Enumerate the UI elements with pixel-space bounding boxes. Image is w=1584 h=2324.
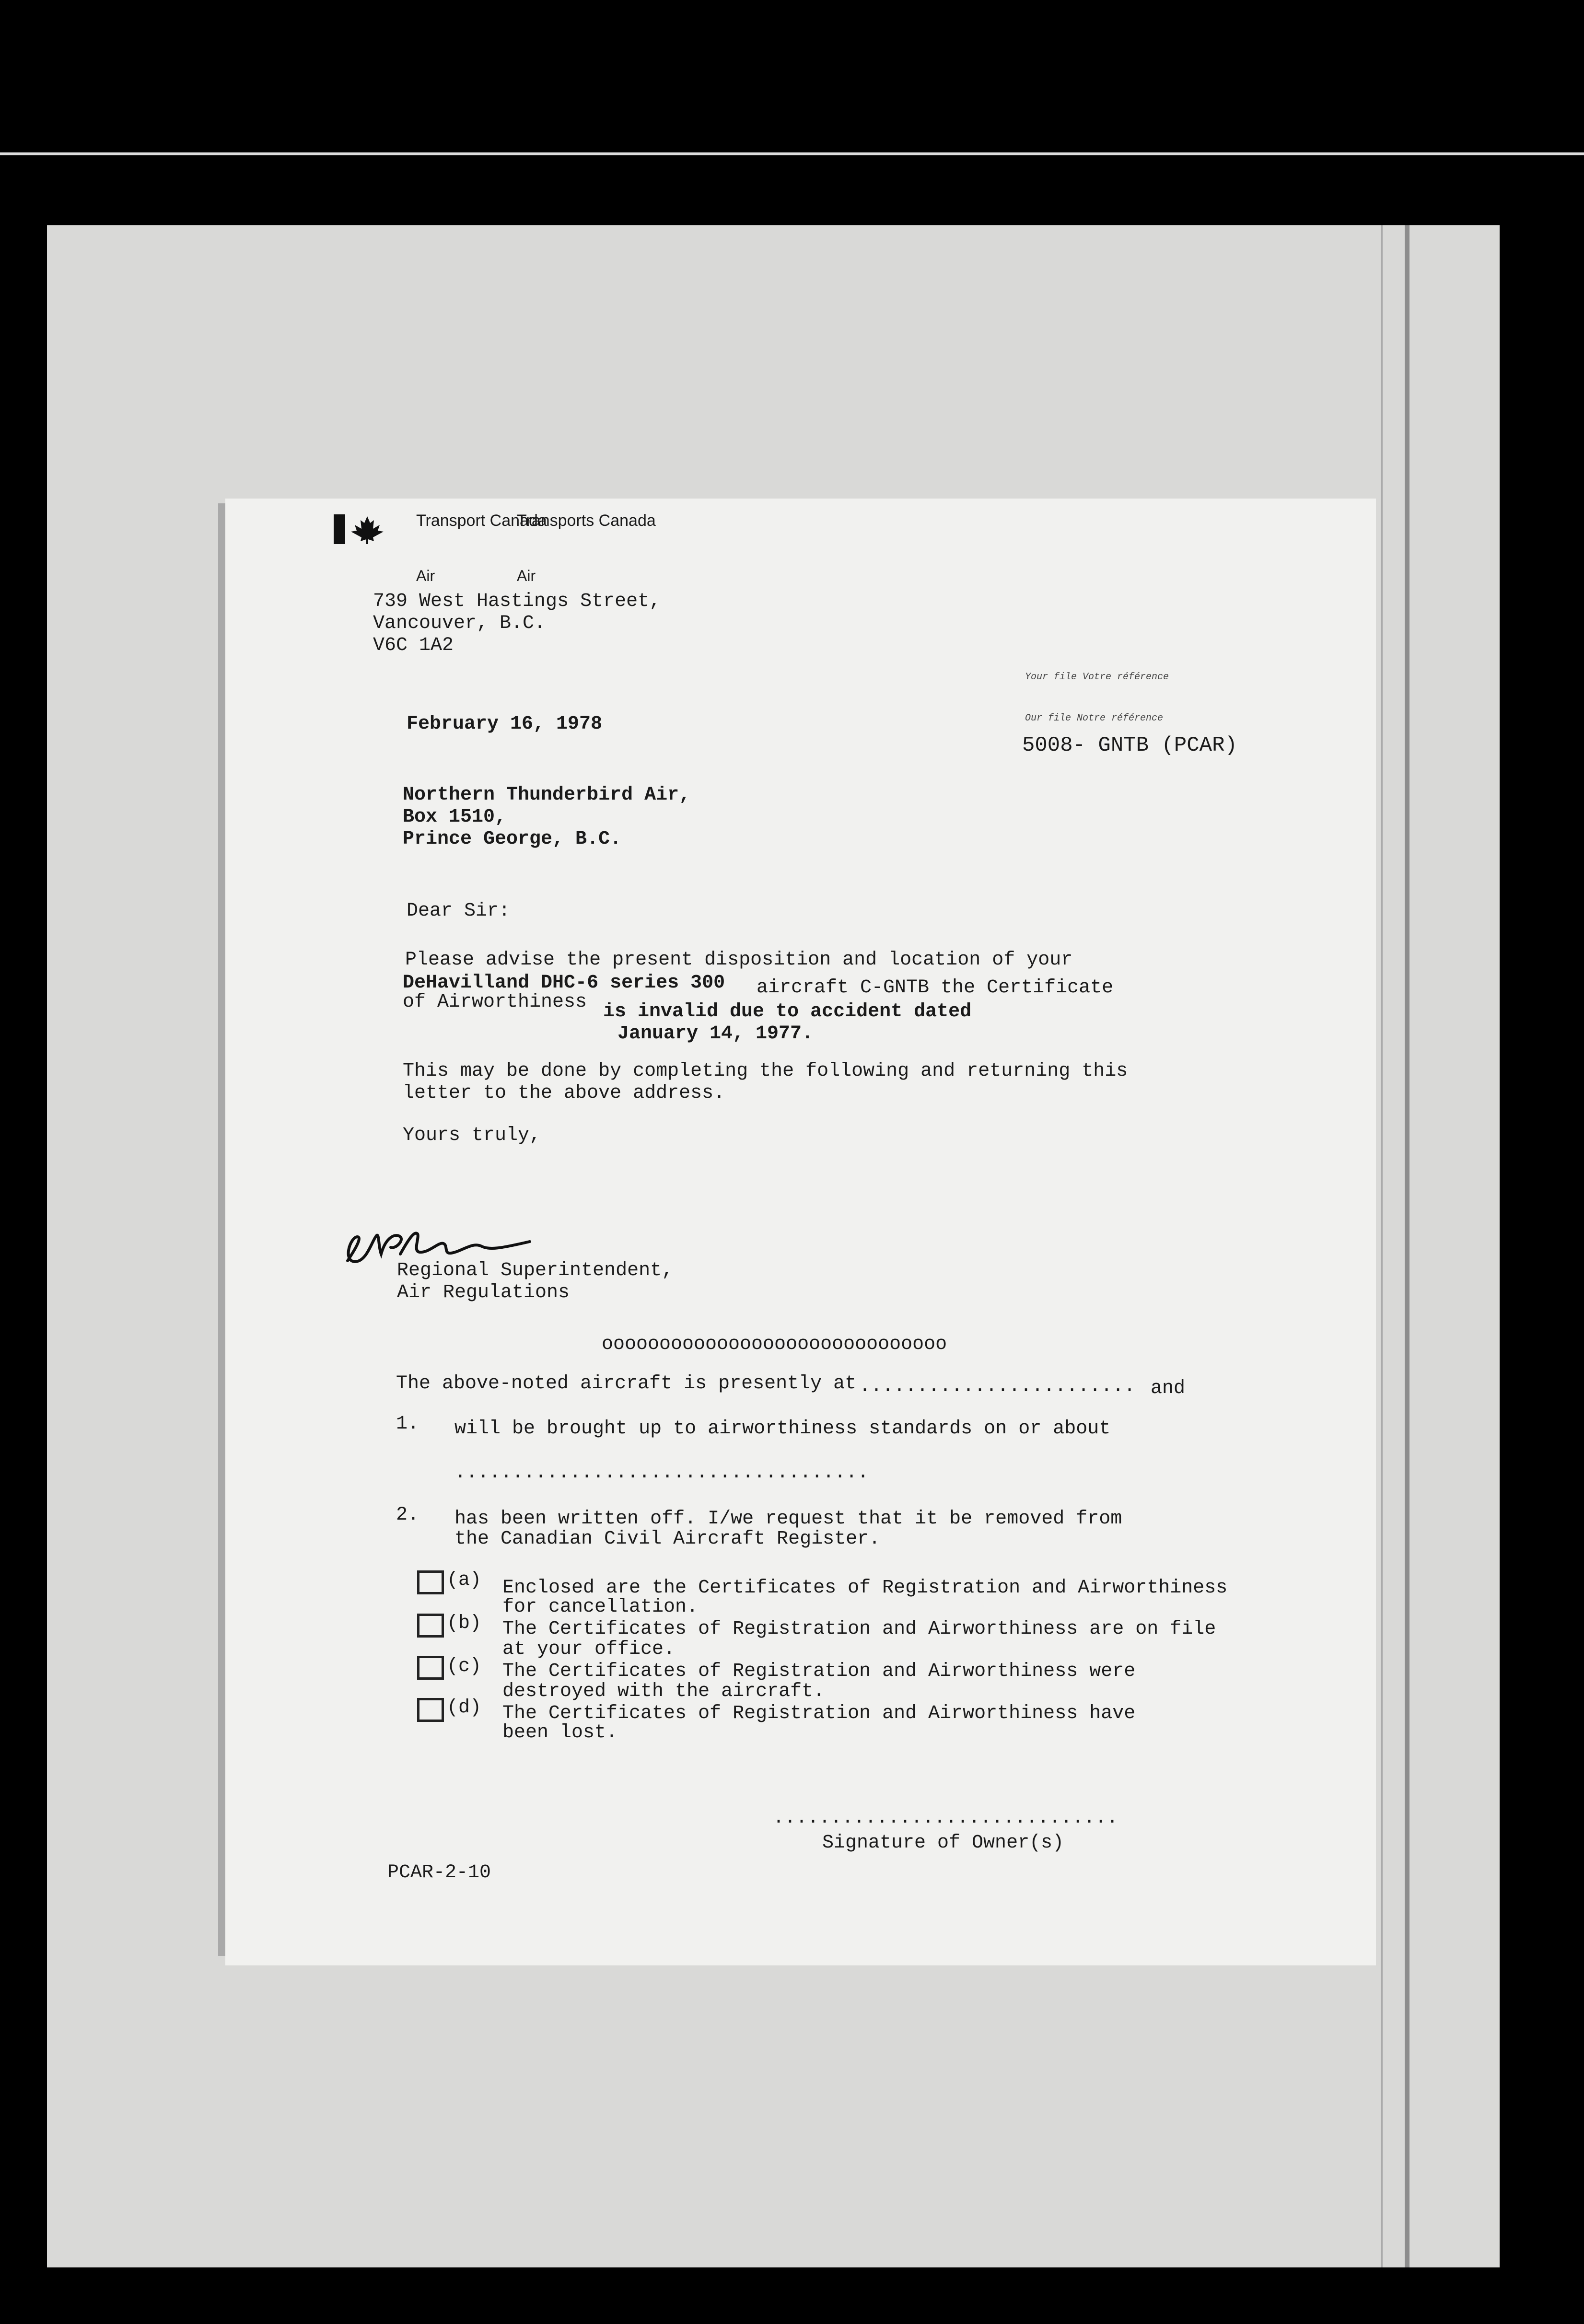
address-city: Vancouver, B.C. xyxy=(373,613,546,634)
option-c-checkbox[interactable] xyxy=(417,1656,444,1680)
letter-sheet xyxy=(225,499,1376,1965)
address-street: 739 West Hastings Street, xyxy=(373,591,661,612)
signer-title: Regional Superintendent, xyxy=(397,1260,674,1281)
owner-signature-blank[interactable]: .............................. xyxy=(773,1807,1118,1829)
backing-fold-line xyxy=(1381,225,1383,2267)
option-text: The Certificates of Registration and Airworthiness have xyxy=(502,1703,1136,1724)
closing: Yours truly, xyxy=(403,1125,541,1146)
item1-text: will be brought up to airworthiness standards on or about xyxy=(454,1418,1111,1440)
body-text: This may be done by completing the following and returning this xyxy=(403,1060,1128,1082)
address-postal: V6C 1A2 xyxy=(373,635,454,656)
dept-fr: Transports Canada xyxy=(517,511,656,530)
option-text: been lost. xyxy=(502,1722,618,1743)
item2-text: has been written off. I/we request that it be removed from xyxy=(454,1508,1122,1530)
option-d-checkbox[interactable] xyxy=(417,1698,444,1722)
your-file-label: Your file Votre référence xyxy=(1025,672,1169,683)
option-text: destroyed with the aircraft. xyxy=(502,1681,825,1702)
item-number: 1. xyxy=(396,1413,419,1435)
canada-flag-icon xyxy=(334,514,386,544)
date-blank[interactable]: .................................... xyxy=(454,1462,869,1484)
option-b-checkbox[interactable] xyxy=(417,1614,444,1638)
aircraft-registration: aircraft C-GNTB the Certificate xyxy=(757,977,1114,999)
owner-signature-label: Signature of Owner(s) xyxy=(822,1832,1064,1854)
body-text: of Airworthiness xyxy=(403,991,587,1013)
option-text: for cancellation. xyxy=(502,1596,699,1618)
item2-text: the Canadian Civil Aircraft Register. xyxy=(454,1528,881,1550)
option-label: (b) xyxy=(447,1613,482,1634)
separator-line: oooooooooooooooooooooooooooooo xyxy=(602,1334,947,1355)
dept-en: Transport Canada xyxy=(416,511,547,530)
option-text: The Certificates of Registration and Airworthiness were xyxy=(502,1661,1136,1682)
option-a-checkbox[interactable] xyxy=(417,1570,444,1594)
option-text: The Certificates of Registration and Airworthiness are on file xyxy=(502,1618,1216,1640)
salutation: Dear Sir: xyxy=(407,900,511,922)
file-number: 5008- GNTB (PCAR) xyxy=(1022,733,1237,757)
recipient-line: Prince George, B.C. xyxy=(403,828,622,850)
form-intro: The above-noted aircraft is presently at xyxy=(396,1373,857,1394)
form-intro-and: and xyxy=(1151,1378,1186,1399)
option-label: (a) xyxy=(447,1569,482,1591)
backing-edge xyxy=(1405,225,1409,2267)
option-text: Enclosed are the Certificates of Registration and Airworthiness xyxy=(502,1577,1228,1599)
body-text: letter to the above address. xyxy=(403,1082,725,1104)
item-number: 2. xyxy=(396,1504,419,1526)
scan-top-line xyxy=(0,152,1584,155)
option-label: (c) xyxy=(447,1656,482,1677)
body-text: is invalid due to accident dated xyxy=(603,1001,972,1023)
recipient-line: Box 1510, xyxy=(403,806,507,828)
option-text: at your office. xyxy=(502,1638,676,1660)
location-blank[interactable]: ........................ xyxy=(859,1376,1136,1397)
body-text: Please advise the present disposition and location of your xyxy=(405,949,1073,971)
aircraft-type: DeHavilland DHC-6 series 300 xyxy=(403,972,725,994)
recipient-line: Northern Thunderbird Air, xyxy=(403,784,691,806)
our-file-label: Our file Notre référence xyxy=(1025,713,1164,724)
branch-en: Air xyxy=(416,567,435,584)
option-label: (d) xyxy=(447,1697,482,1719)
form-code: PCAR-2-10 xyxy=(387,1862,491,1883)
signer-title: Air Regulations xyxy=(397,1282,570,1303)
branch-fr: Air xyxy=(517,567,536,584)
letter-date: February 16, 1978 xyxy=(407,713,603,735)
accident-date: January 14, 1977. xyxy=(617,1023,814,1045)
